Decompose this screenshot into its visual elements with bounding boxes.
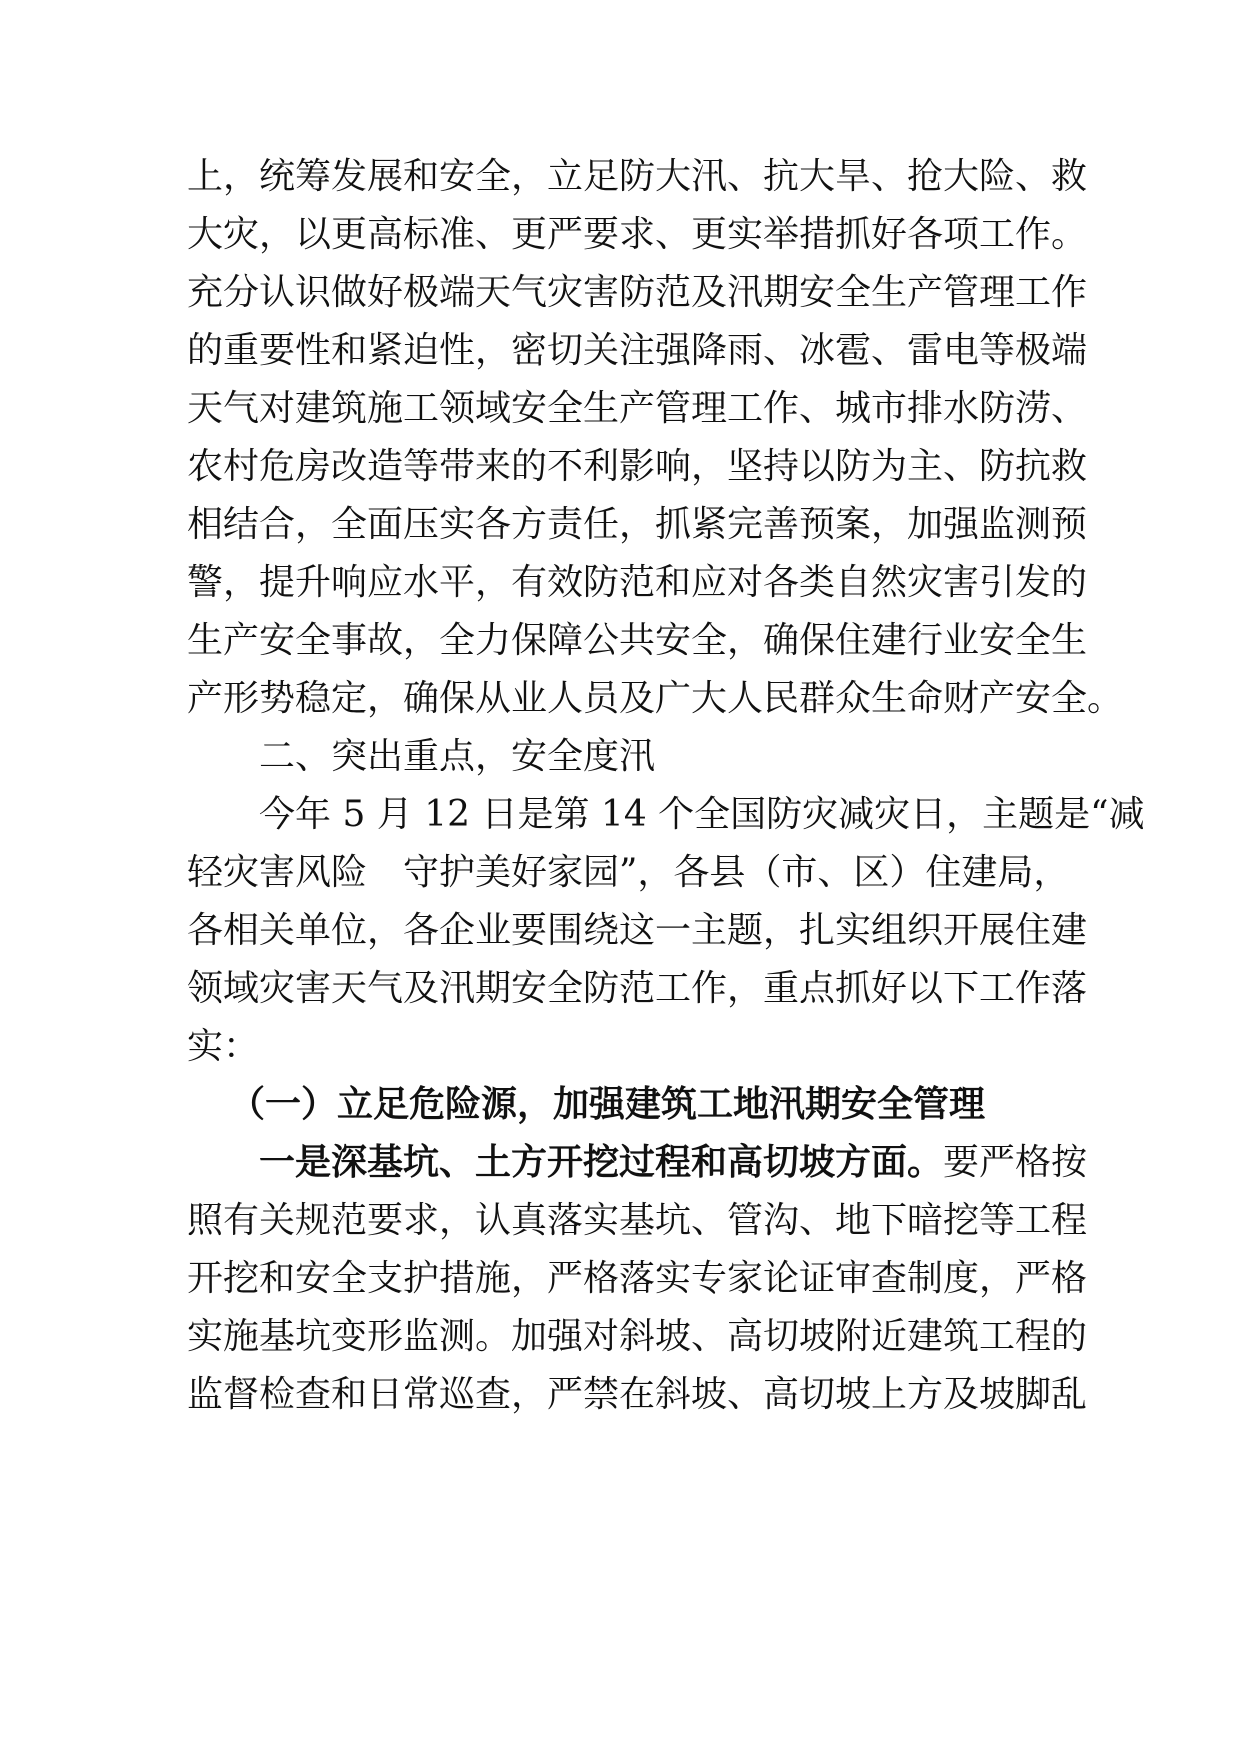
text-line: 领域灾害天气及汛期安全防范工作，重点抓好以下工作落	[187, 968, 1088, 1009]
text-line: 相结合，全面压实各方责任，抓紧完善预案，加强监测预	[187, 504, 1088, 545]
text-line: 天气对建筑施工领域安全生产管理工作、城市排水防涝、	[187, 388, 1088, 429]
text-line: 监督检查和日常巡查，严禁在斜坡、高切坡上方及坡脚乱	[187, 1374, 1088, 1415]
text-line: 实：	[187, 1026, 260, 1067]
text-line: 今年 5 月 12 日是第 14 个全国防灾减灾日，主题是“减	[259, 794, 1145, 835]
text-line: 开挖和安全支护措施，严格落实专家论证审查制度，严格	[187, 1258, 1088, 1299]
text-line: 农村危房改造等带来的不利影响，坚持以防为主、防抗救	[187, 446, 1088, 487]
text-line: 实施基坑变形监测。加强对斜坡、高切坡附近建筑工程的	[187, 1316, 1088, 1357]
section-heading: 二、突出重点，安全度汛	[259, 736, 656, 777]
text-line: 照有关规范要求，认真落实基坑、管沟、地下暗挖等工程	[187, 1200, 1088, 1241]
text-line: 上，统筹发展和安全，立足防大汛、抗大旱、抢大险、救	[187, 156, 1088, 197]
subsection-heading: （一）立足危险源，加强建筑工地汛期安全管理	[229, 1084, 986, 1125]
text-line: 大灾，以更高标准、更严要求、更实举措抓好各项工作。	[187, 214, 1088, 255]
text-line: 生产安全事故，全力保障公共安全，确保住建行业安全生	[187, 620, 1088, 661]
item-first-line	[259, 1139, 1088, 1187]
text-line: 各相关单位，各企业要围绕这一主题，扎实组织开展住建	[187, 910, 1088, 951]
text-line: 轻灾害风险 守护美好家园”，各县（市、区）住建局，	[187, 852, 1070, 893]
text-line: 警，提升响应水平，有效防范和应对各类自然灾害引发的	[187, 562, 1088, 603]
text-line: 充分认识做好极端天气灾害防范及汛期安全生产管理工作	[187, 272, 1088, 313]
item-lead: 一是深基坑、土方开挖过程和高切坡方面。	[259, 1142, 944, 1183]
text-line: 产形势稳定，确保从业人员及广大人民群众生命财产安全。	[187, 678, 1124, 719]
text-line: 的重要性和紧迫性，密切关注强降雨、冰雹、雷电等极端	[187, 330, 1088, 371]
item-lead-rest: 要严格按	[943, 1142, 1088, 1183]
